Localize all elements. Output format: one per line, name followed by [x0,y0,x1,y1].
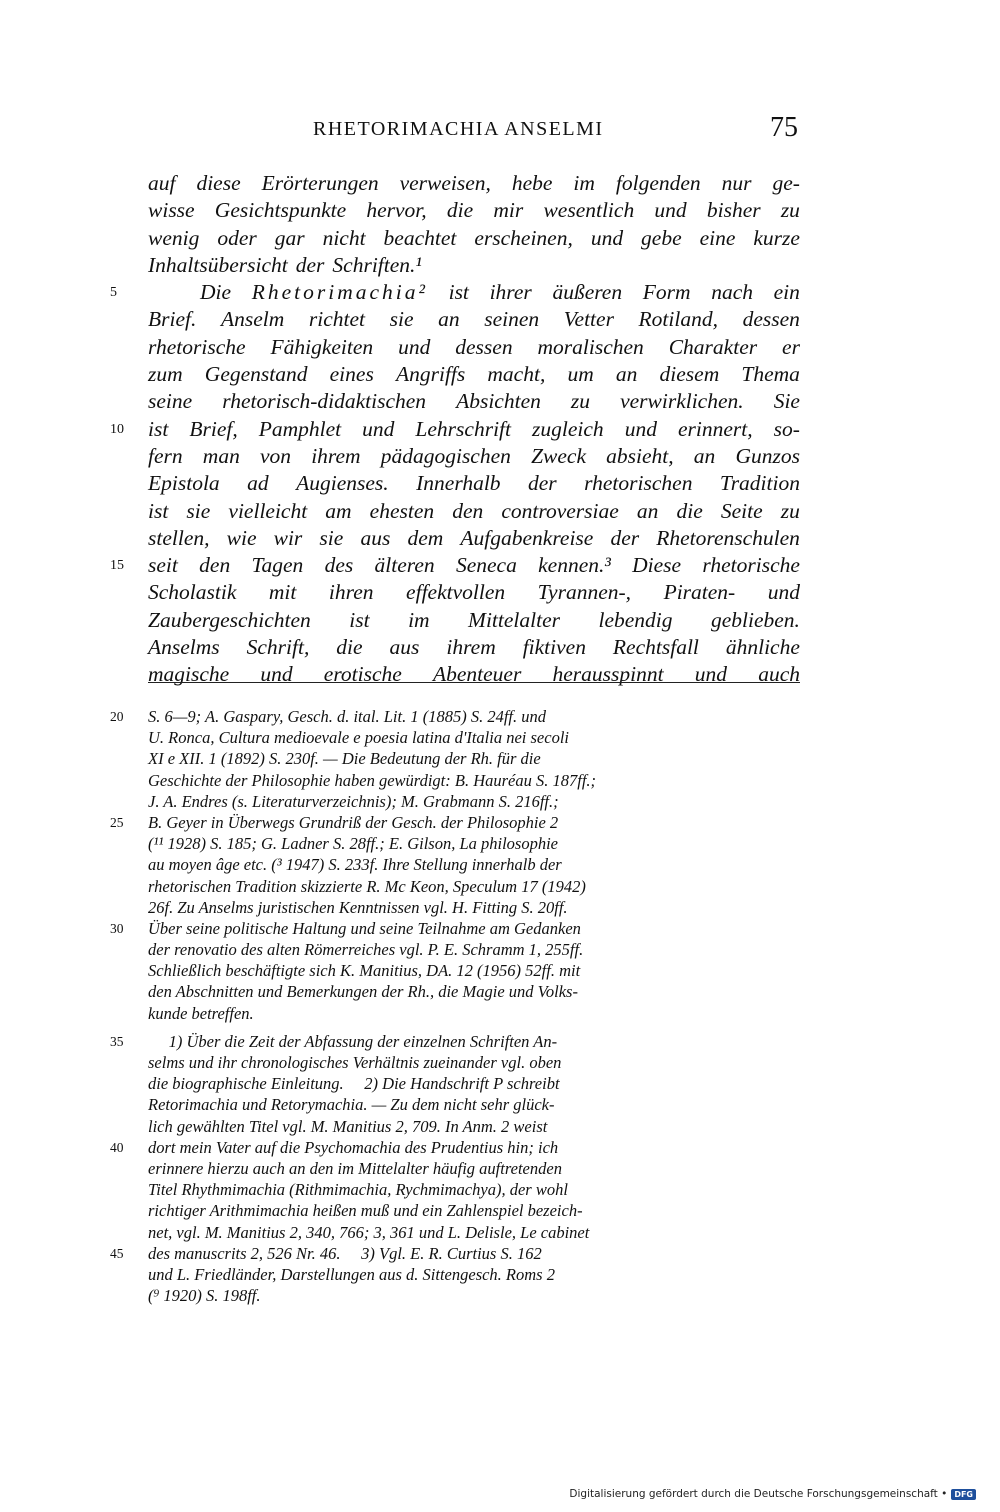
word: Diese [632,553,682,578]
word: Fähigkeiten [270,334,374,359]
line-number: 35 [110,1033,124,1049]
word: Thema [741,362,800,387]
word: Innerhalb [416,471,501,496]
word: ist [448,280,469,305]
word: mir [493,198,524,223]
word: wenig [148,225,200,250]
word: den [199,553,231,578]
line-number: 45 [110,1245,124,1261]
text-line [148,388,800,415]
line-number: 15 [110,558,124,574]
footnote-line [110,812,800,833]
text-line [148,306,800,333]
word: rhetorischen [584,471,693,496]
word: Rechtsfall [612,635,699,660]
word: und [590,225,624,250]
footnote-line [148,1003,800,1024]
word: ein [773,280,800,305]
word: erotische [323,662,402,687]
word: ihren [328,580,374,605]
word: kurze [753,225,800,250]
word: Die [200,280,232,305]
word: Tagen [251,553,304,578]
footnote-line [148,833,800,854]
word: Scholastik [148,580,237,605]
word: Epistola [148,471,220,496]
word: Lehrschrift [415,416,511,441]
text-line [148,225,800,252]
word: man [202,443,240,468]
word: Piraten- [663,580,736,605]
word: bisher [706,198,761,223]
word: an [693,443,716,468]
footnote-text: selms und ihr chronologisches Verhältnis zueinander vgl. oben [148,1053,562,1072]
word: beachtet [383,225,457,250]
word: Vetter [563,307,614,332]
footnote-text: au moyen âge etc. (³ 1947) S. 233f. Ihre Stellung innerhalb der [148,855,562,875]
word: im [573,171,595,195]
word: Pamphlet [258,416,342,441]
word: oder [217,225,257,250]
footnote-text: der renovatio des alten Römerreiches vgl. P. E. Schramm 1, 255ff. [148,940,584,960]
dfg-logo: DFG [951,1489,976,1500]
footnote-text: des manuscrits 2, 526 Nr. 46. 3) Vgl. E. R. Curtius S. 162 [148,1243,542,1263]
footnote-line [148,1094,800,1115]
word: Gesichtspunkte [214,198,347,223]
word: und [767,580,800,605]
line-number: 10 [110,421,124,437]
footnote-text: Titel Rhythmimachia (Rithmimachia, Rychmimachya), der wohl [148,1180,568,1200]
footnote-line [148,791,800,812]
footnote-line [110,918,800,939]
footnotes-block [110,706,800,1306]
word: rhetorisch-didaktischen [222,389,427,414]
word: rhetorische [702,553,800,578]
word: absieht, [606,443,674,468]
word: eine [699,225,736,250]
footnote-text: dort mein Vater auf die Psychomachia des Prudentius hin; ich [148,1137,559,1157]
word: lebendig [598,607,673,632]
word: älteren [374,553,435,578]
footnote-text: kunde betreffen. [148,1003,254,1023]
word: Form [642,280,691,305]
word: die [446,198,474,223]
word: sie [389,307,414,332]
text-line [148,661,800,688]
word: auf [148,171,176,195]
footnote-line [148,897,800,918]
footnote-line [148,770,800,791]
word: die [676,498,703,523]
word: zu [780,498,800,523]
word: ist [148,416,169,441]
word: und [654,198,687,223]
footnote-line [148,727,800,748]
page-number: 75 [770,112,798,143]
footnote-text: rhetorischen Tradition skizzierte R. Mc Keon, Speculum 17 (1942) [148,876,586,896]
word: sie [186,498,211,523]
footnote-line [148,1222,800,1243]
word: am [325,498,352,523]
footnote-text: B. Geyer in Überwegs Grundriß der Gesch. der Philosophie 2 [148,812,559,832]
word: Seneca [455,553,517,578]
footnote-line [148,1052,800,1073]
word: Brief. [148,307,197,332]
word: erscheinen, [474,225,573,250]
footnote-line [148,854,800,875]
text-line [148,498,800,525]
word: Rotiland, [638,307,718,332]
word: ist [349,607,370,632]
word: der [610,525,640,550]
word: macht, [487,362,546,387]
text-line [148,361,800,388]
text-line [110,552,800,579]
word: und [362,416,395,441]
footnote-line [148,939,800,960]
word: erinnert, [677,416,753,441]
word: aus [389,635,420,660]
word: Zaubergeschichten [148,607,311,632]
footnote-line [148,1158,800,1179]
word: ehesten [369,498,435,523]
word: wir [273,525,303,550]
word: und [398,334,431,359]
word: dessen [742,307,800,332]
word: an [636,498,659,523]
footnote-line [148,960,800,981]
footnote-text: 26f. Zu Anselms juristischen Kenntnissen vgl. H. Fitting S. 20ff. [148,897,568,917]
text-line [148,634,800,661]
footnote-text: Schließlich beschäftigte sich K. Manitius, DA. 12 (1956) 52ff. mit [148,961,581,981]
word: verweisen, [399,171,491,195]
word: wie [226,525,257,550]
footnote-text: U. Ronca, Cultura medioevale e poesia latina d'Italia nei secoli [148,728,569,748]
word: magische [148,662,230,687]
footnote-line [148,981,800,1002]
footnote-text: erinnere hierzu auch an den im Mittelalter häufig auftretenden [148,1158,562,1178]
word: Mittelalter [468,607,560,632]
word: verwirklichen. [620,389,744,414]
text-line [148,607,800,634]
footnote-text: Retorimachia und Retorymachia. — Zu dem nicht sehr glück- [148,1095,555,1115]
word: dessen [455,334,513,359]
footnote-text: richtiger Arithmimachia heißen muß und ein Zahlenspiel bezeich- [148,1201,583,1221]
word: folgenden [615,171,701,195]
word: mit [268,580,297,605]
footnote-line [110,1137,800,1158]
footnote-line [110,1243,800,1264]
word: so- [773,416,800,441]
word: an [615,362,638,387]
word: den [452,498,484,523]
footnote-text: XI e XII. 1 (1892) S. 230f. — Die Bedeutung der Rh. für die [148,749,541,769]
footnote-line [148,1200,800,1221]
word: auch [758,662,800,687]
word: wisse [148,198,195,223]
word: ge- [772,171,800,195]
word: herausspinnt [552,662,664,687]
word: Erörterungen [261,171,379,195]
word: Aufgabenkreise [460,525,594,550]
text-line [148,334,800,361]
text-line [148,170,800,197]
word: dem [407,525,444,550]
word: Brief, [189,416,238,441]
footnote-text: die biographische Einleitung. 2) Die Handschrift P schreibt [148,1074,560,1094]
word: Augienses. [296,471,389,496]
footnote-text: net, vgl. M. Manitius 2, 340, 766; 3, 361 und L. Delisle, Le cabinet [148,1222,590,1242]
footnote-text: S. 6—9; A. Gaspary, Gesch. d. ital. Lit. 1 (1885) S. 24ff. und [148,707,546,726]
word: Anselm [220,307,285,332]
word: zu [570,389,591,414]
word: Rhetorenschulen [656,525,800,550]
word: Abenteuer [432,662,522,687]
footnote-line [148,1179,800,1200]
footnote-text: 1) Über die Zeit der Abfassung der einzelnen Schriften An- [148,1031,558,1051]
word: eines [329,362,374,387]
word: controversiae [501,498,619,523]
text-line [148,197,800,224]
line-number: 40 [110,1139,124,1155]
footnote-text: J. A. Endres (s. Literaturverzeichnis); M. Grabmann S. 216ff.; [148,791,559,811]
footnote-line [110,706,800,727]
word: zum [148,362,183,387]
text-line [148,579,800,606]
line-number: 5 [110,285,117,301]
word: von [259,443,292,468]
word: die [336,635,363,660]
word: diese [196,171,241,195]
word: hervor, [366,198,427,223]
word: Tradition [719,471,800,496]
word: und [624,416,657,441]
word: seit [148,553,178,578]
footnote-text: Geschichte der Philosophie haben gewürdigt: B. Hauréau S. 187ff.; [148,770,597,790]
word: der [528,471,557,496]
word: sie [319,525,344,550]
word: Anselms [148,635,220,660]
word: und [260,662,293,687]
word: fern [148,443,183,468]
word: Absichten [456,389,541,414]
word: kennen.³ [538,553,611,578]
word: im [408,607,430,632]
line-number: 30 [110,920,124,936]
footnote-text: Über seine politische Haltung und seine Teilnahme am Gedanken [148,918,581,938]
word: nach [711,280,753,305]
footnote-line [148,748,800,769]
word: er [782,334,800,359]
word: der [295,252,325,277]
text-line [148,470,800,497]
word: Inhaltsübersicht [148,252,288,277]
word: nicht [322,225,366,250]
running-header [148,112,798,150]
running-title: RHETORIMACHIA ANSELMI [313,118,604,140]
text-line [110,416,800,443]
word: und [694,662,728,687]
word: Rhetorimachia² [251,280,428,305]
word: des [324,553,354,578]
word: Tyrannen-, [537,580,632,605]
digitization-credit [569,1488,976,1500]
word: hebe [511,171,553,195]
footnote-text: (⁹ 1920) S. 198ff. [148,1286,261,1306]
credit-text: Digitalisierung gefördert durch die Deutsche Forschungsgemeinschaft • [569,1488,948,1500]
word: geblieben. [710,607,800,632]
word: fiktiven [522,635,586,660]
text-line [148,525,800,552]
word: Charakter [668,334,758,359]
footnote-text: (¹¹ 1928) S. 185; G. Ladner S. 28ff.; E. Gilson, La philosophie [148,834,559,854]
text-line [148,252,800,279]
word: Schriften.¹ [332,252,422,277]
text-line [148,443,800,470]
word: seine [148,389,193,414]
word: gebe [641,225,682,250]
text-line [110,279,800,306]
word: ihrer [489,280,532,305]
word: ähnliche [725,635,800,660]
word: Schrift, [246,635,310,660]
word: nur [721,171,752,195]
footnote-text: und L. Friedländer, Darstellungen aus d. Sittengesch. Roms 2 [148,1264,555,1284]
word: ist [148,498,169,523]
word: Gunzos [735,443,800,468]
line-number: 20 [110,709,124,724]
footnote-text: den Abschnitten und Bemerkungen der Rh., die Magie und Volks- [148,982,578,1002]
word: pädagogischen [380,443,511,468]
word: um [567,362,594,387]
word: Zweck [531,443,586,468]
footnote-separator [148,682,800,683]
word: ihrem [311,443,361,468]
main-text-block [110,170,800,689]
word: Seite [720,498,763,523]
footnote-line [148,1116,800,1137]
word: ad [247,471,269,496]
footnote-line [148,876,800,897]
word: moralischen [537,334,644,359]
word: richtet [308,307,366,332]
line-number: 25 [110,814,124,830]
footnote-text: lich gewählten Titel vgl. M. Manitius 2, 709. In Anm. 2 weist [148,1116,548,1136]
word: Gegenstand [204,362,308,387]
word: aus [360,525,391,550]
word: vielleicht [228,498,308,523]
footnote-line [148,1285,800,1306]
footnote-line [148,1073,800,1094]
word: gar [274,225,305,250]
word: effektvollen [406,580,506,605]
word: zugleich [532,416,604,441]
word: Sie [773,389,800,414]
word: ihrem [446,635,496,660]
footnote-line [110,1031,800,1052]
word: wesentlich [543,198,635,223]
word: stellen, [148,525,210,550]
word: diesem [659,362,720,387]
word: Angriffs [395,362,466,387]
word: seinen [484,307,540,332]
footnote-line [148,1264,800,1285]
word: an [438,307,460,332]
word: rhetorische [148,334,246,359]
word: äußeren [552,280,623,305]
word: zu [780,198,800,223]
